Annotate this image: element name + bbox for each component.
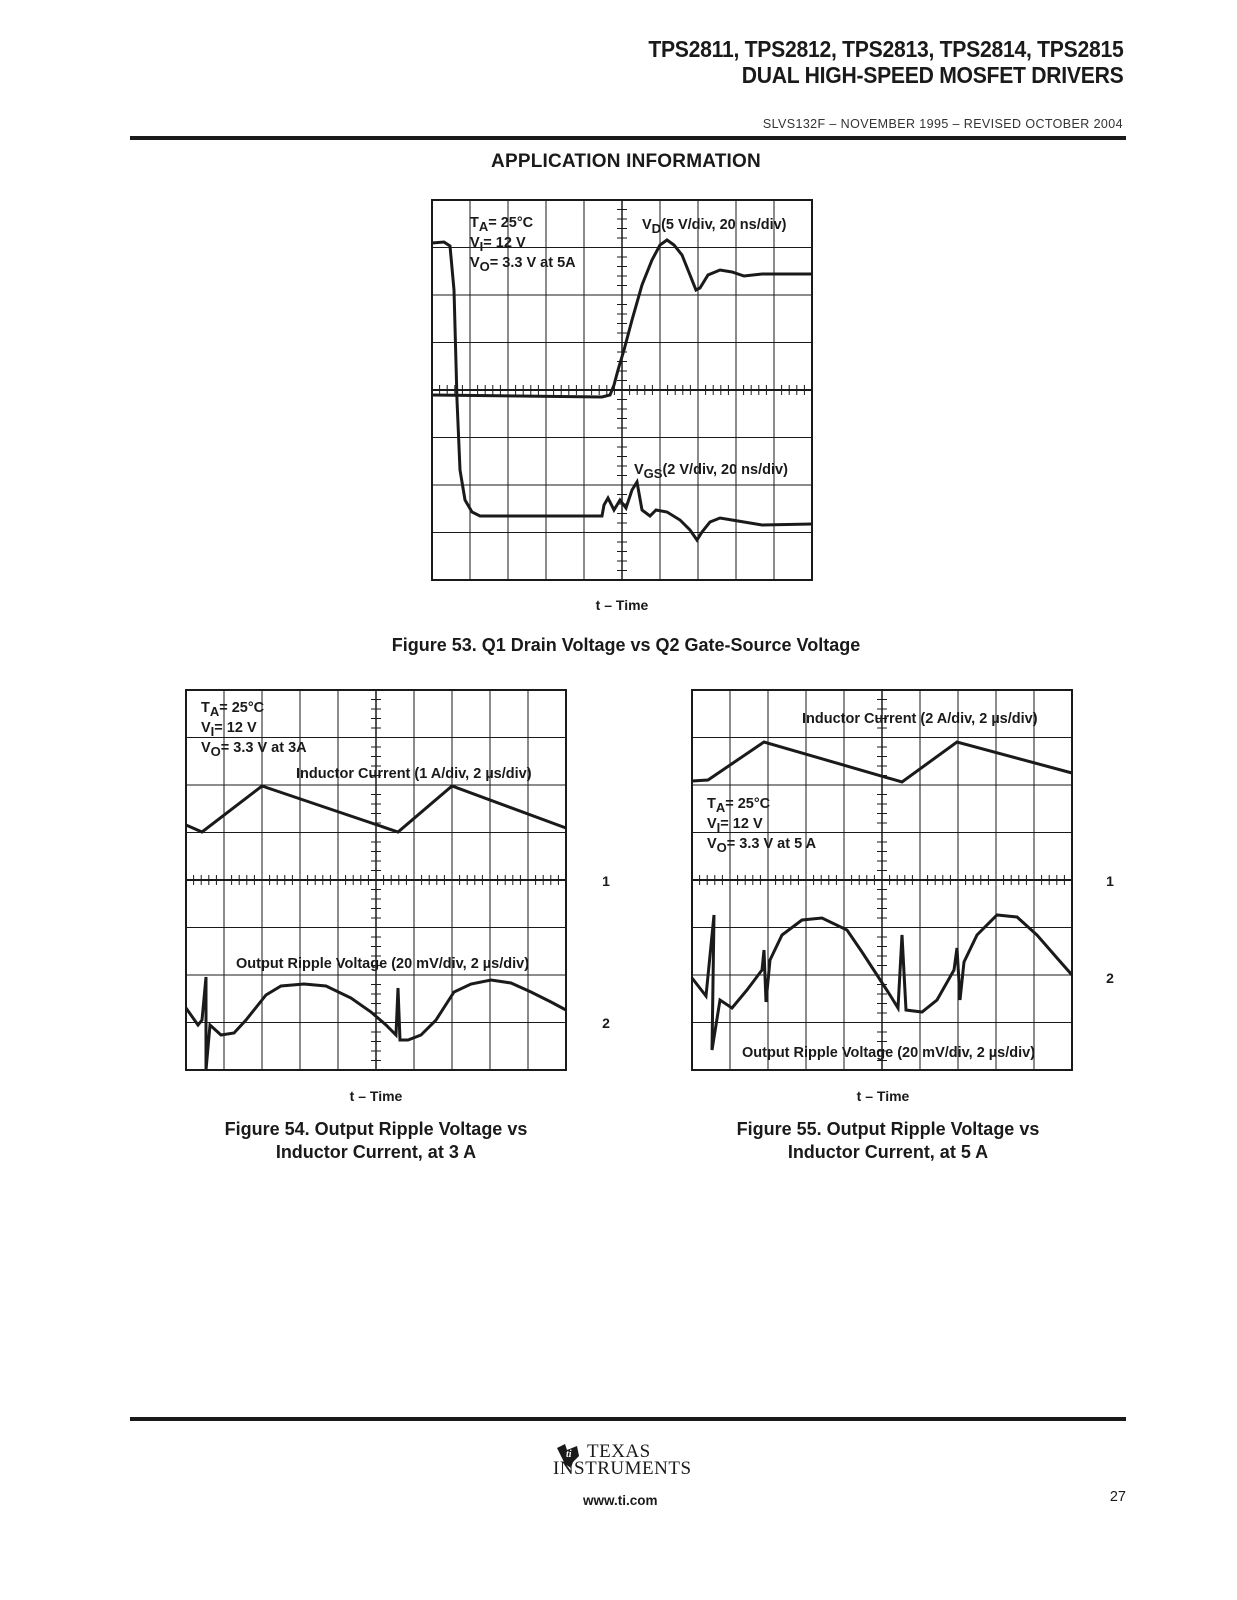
ti-logo-line-2: INSTRUMENTS: [553, 1458, 692, 1479]
label-vo: VO= 3.3 V at 5 A: [707, 836, 817, 855]
header-rule: [130, 136, 1126, 140]
document-title: [648, 36, 1123, 88]
figure-54-marker-1: 1: [602, 873, 610, 889]
footer-url[interactable]: www.ti.com: [583, 1493, 658, 1508]
figure-53-caption: Figure 53. Q1 Drain Voltage vs Q2 Gate-Source Voltage: [391, 635, 861, 655]
figure-54-scope: [186, 690, 566, 1070]
label-ta: TA= 25°C: [201, 700, 265, 719]
caption-line-2: Inductor Current, at 3 A: [275, 1142, 477, 1162]
figure-53-scope: [432, 200, 812, 580]
scope-screen: [432, 200, 812, 580]
label-ta: TA= 25°C: [470, 215, 534, 234]
title-line-2: DUAL HIGH-SPEED MOSFET DRIVERS: [741, 62, 1123, 88]
caption-line-1: Figure 54. Output Ripple Voltage vs: [224, 1119, 528, 1139]
label-vi: VI= 12 V: [470, 235, 526, 254]
label-vgs-trace: VGS(2 V/div, 20 ns/div): [634, 462, 788, 481]
label-output-ripple: Output Ripple Voltage (20 mV/div, 2 µs/div): [742, 1045, 1036, 1061]
title-line-1: TPS2811, TPS2812, TPS2813, TPS2814, TPS2815: [647, 36, 1123, 62]
figure-55-caption: [662, 1118, 1114, 1164]
label-inductor-current: Inductor Current (1 A/div, 2 µs/div): [296, 766, 532, 782]
figure-55-marker-1: 1: [1106, 873, 1114, 889]
ti-logo-line-1: TEXAS: [587, 1441, 651, 1462]
caption-line-2: Inductor Current, at 5 A: [787, 1142, 989, 1162]
figure-54-xlabel: t – Time: [349, 1088, 403, 1104]
figure-53-xlabel: t – Time: [595, 597, 649, 613]
scope-screen: [692, 690, 1072, 1070]
scope-screen: [186, 690, 566, 1070]
caption-line-1: Figure 55. Output Ripple Voltage vs: [736, 1119, 1040, 1139]
figure-55-marker-2: 2: [1106, 970, 1114, 986]
document-id: SLVS132F – NOVEMBER 1995 – REVISED OCTOBER 2004: [762, 117, 1123, 131]
figure-54-caption: [156, 1118, 596, 1164]
svg-text:ti: ti: [566, 1449, 572, 1460]
label-output-ripple: Output Ripple Voltage (20 mV/div, 2 µs/div): [236, 956, 530, 972]
figure-54-marker-2: 2: [602, 1015, 610, 1031]
footer-rule: [130, 1417, 1126, 1421]
figure-55-scope: [692, 690, 1072, 1070]
label-vi: VI= 12 V: [201, 720, 257, 739]
label-vd-trace: VD(5 V/div, 20 ns/div): [642, 217, 787, 236]
section-title: APPLICATION INFORMATION: [491, 151, 761, 172]
page-number: 27: [1109, 1489, 1126, 1505]
label-vo: VO= 3.3 V at 5A: [470, 255, 576, 274]
label-vo: VO= 3.3 V at 3A: [201, 740, 307, 759]
label-ta: TA= 25°C: [707, 796, 771, 815]
figure-55-xlabel: t – Time: [856, 1088, 910, 1104]
label-inductor-current: Inductor Current (2 A/div, 2 µs/div): [802, 711, 1038, 727]
label-vi: VI= 12 V: [707, 816, 763, 835]
